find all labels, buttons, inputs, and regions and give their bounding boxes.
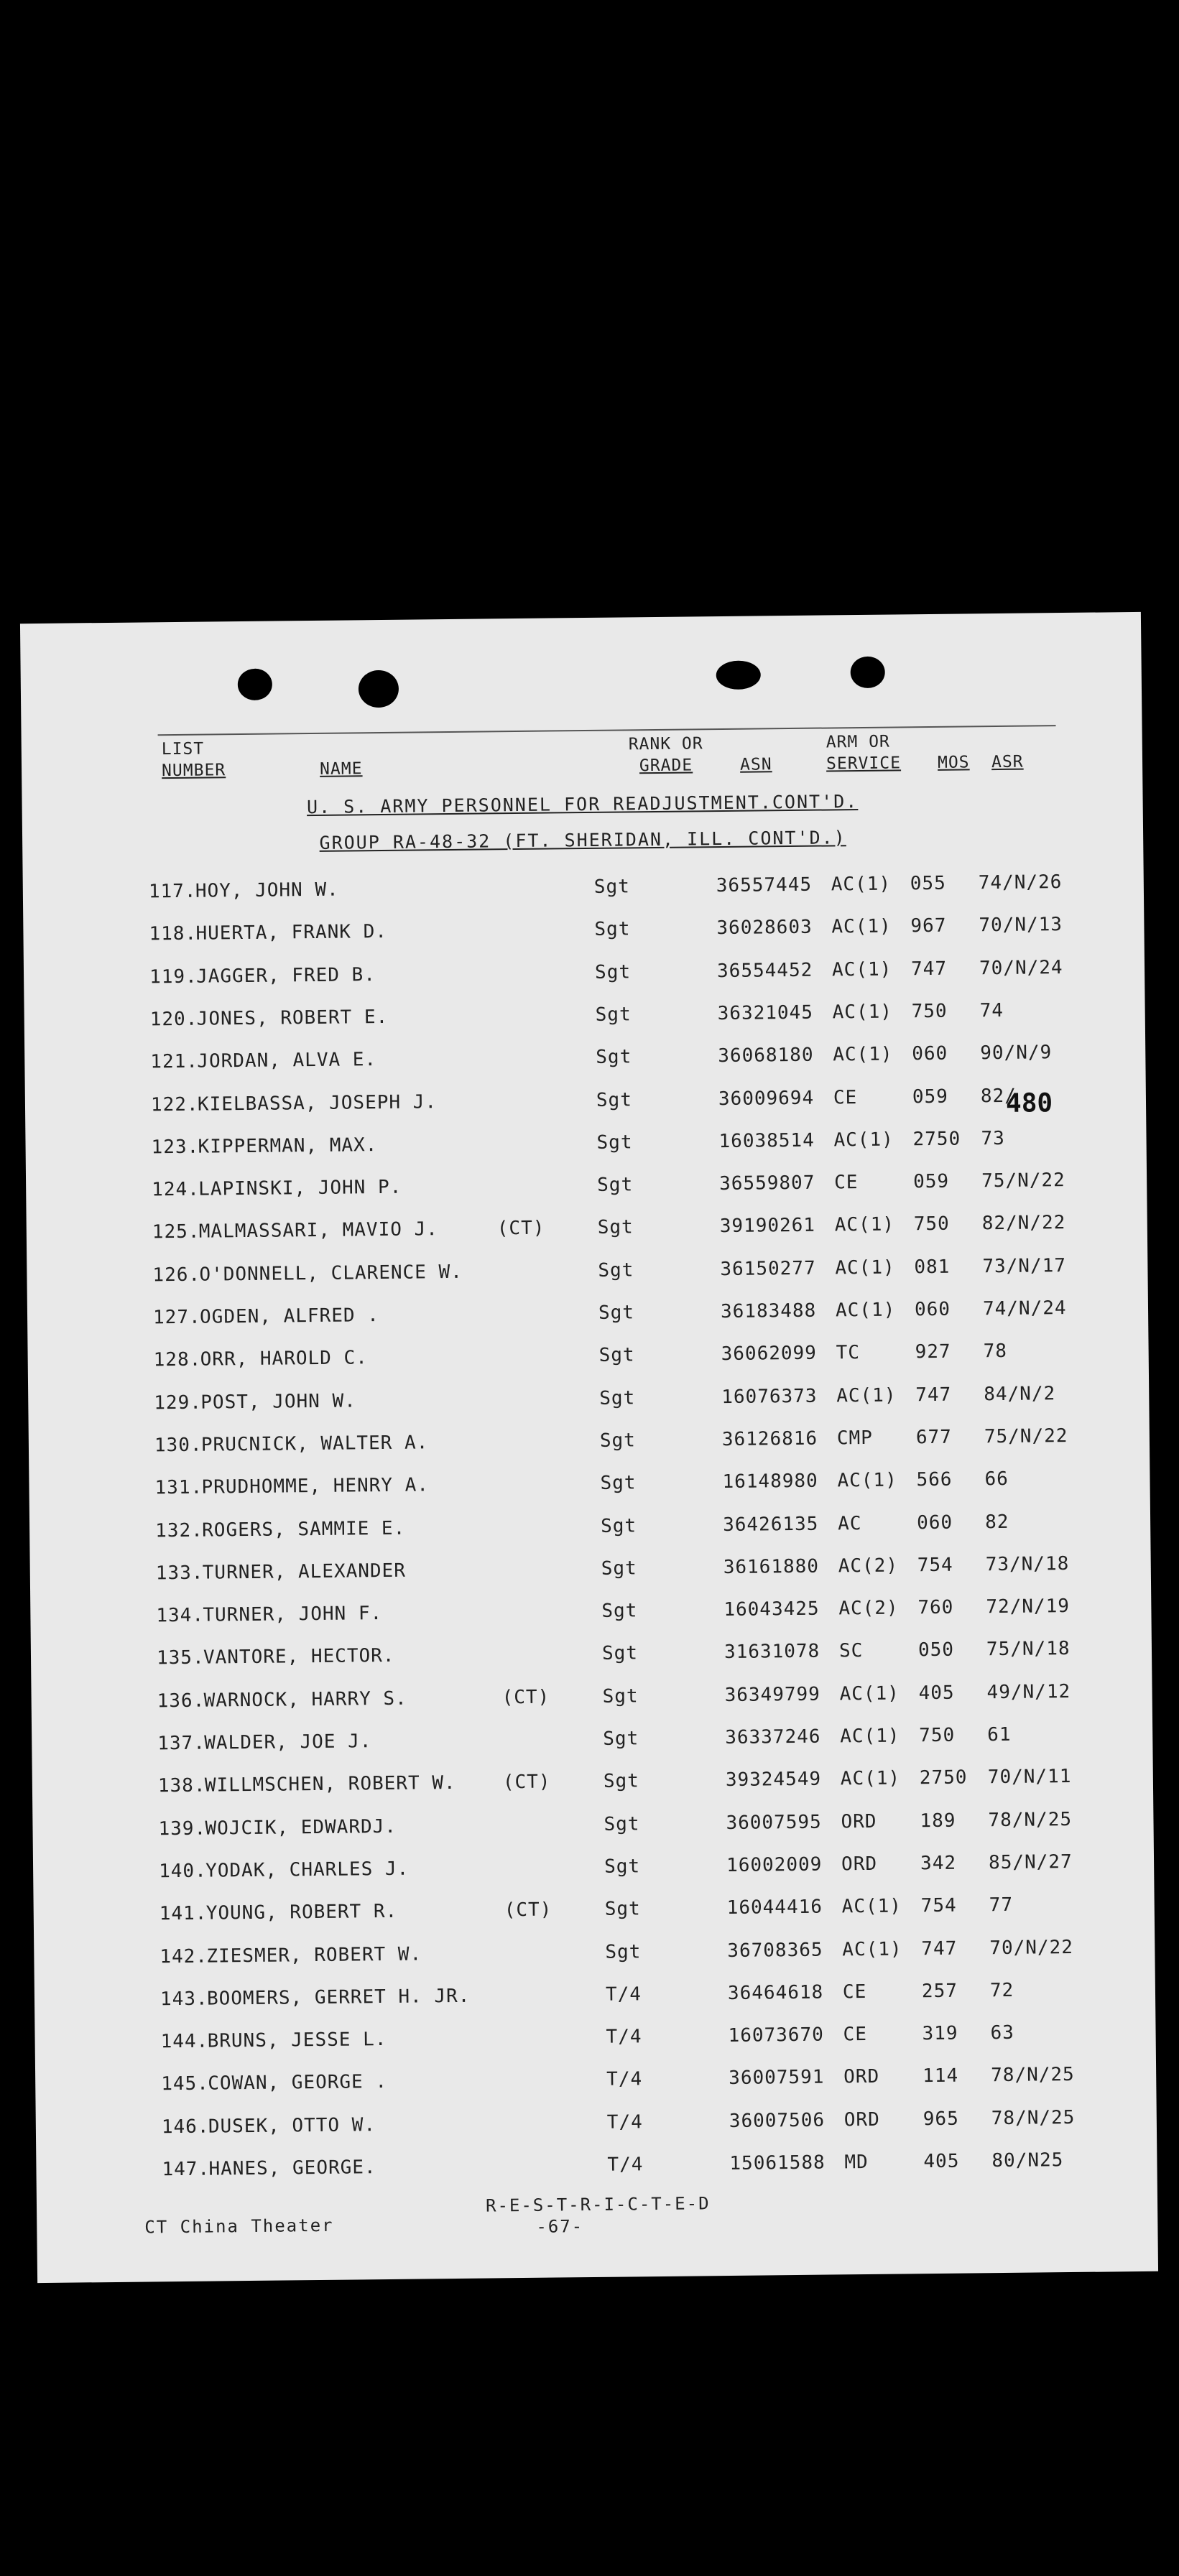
theater-mark: (CT)	[501, 1686, 550, 1708]
list-number: 146.	[161, 2116, 210, 2138]
mos-code: 060	[914, 1298, 951, 1321]
rank-grade: Sgt	[598, 1344, 635, 1367]
rank-grade: Sgt	[598, 1259, 634, 1282]
asr-score: 84/N/2	[984, 1382, 1056, 1405]
list-number: 123.	[151, 1136, 200, 1159]
person-name: WALDER, JOE J.	[204, 1731, 372, 1754]
theater-mark: (CT)	[502, 1771, 551, 1794]
arm-service: AC(1)	[837, 1469, 897, 1492]
rank-grade: Sgt	[604, 1812, 640, 1835]
rank-grade: Sgt	[601, 1557, 637, 1580]
list-number: 145.	[161, 2072, 210, 2095]
arm-service: AC(1)	[831, 873, 892, 896]
army-serial-number: 16038514	[718, 1129, 815, 1152]
list-number: 118.	[149, 922, 198, 945]
list-number: 134.	[156, 1604, 205, 1627]
arm-service: AC(1)	[835, 1299, 896, 1322]
document-title: U. S. ARMY PERSONNEL FOR READJUSTMENT.CONT'D.	[306, 791, 859, 818]
asr-score: 74/N/24	[982, 1297, 1067, 1320]
person-name: O'DONNELL, CLARENCE W.	[199, 1261, 463, 1286]
rank-grade: Sgt	[595, 1004, 632, 1026]
mos-code: 405	[923, 2150, 960, 2173]
mos-code: 050	[917, 1639, 955, 1662]
header-top-rule	[158, 725, 1056, 736]
arm-service: AC(1)	[836, 1384, 897, 1407]
asr-score: 75/N/18	[986, 1638, 1071, 1661]
header-asn: ASN	[739, 755, 772, 774]
arm-service: AC(1)	[841, 1895, 902, 1918]
asr-score: 63	[990, 2021, 1015, 2044]
mos-code: 566	[916, 1468, 953, 1491]
army-serial-number: 36062099	[721, 1342, 818, 1366]
asr-score: 80/N25	[991, 2149, 1064, 2172]
header-arm: ARM OR SERVICE	[826, 732, 902, 774]
army-serial-number: 36007591	[729, 2067, 825, 2090]
rank-grade: Sgt	[597, 1174, 634, 1196]
mos-code: 927	[915, 1341, 951, 1363]
arm-service: AC(1)	[839, 1682, 900, 1705]
army-serial-number: 16043425	[723, 1598, 820, 1621]
arm-service: CE	[842, 1980, 867, 2003]
arm-service: CE	[843, 2024, 868, 2046]
list-number: 126.	[152, 1264, 201, 1287]
arm-service: ORD	[843, 2066, 880, 2088]
rank-grade: Sgt	[600, 1472, 637, 1495]
rank-grade: Sgt	[600, 1514, 637, 1537]
army-serial-number: 36068180	[718, 1044, 814, 1067]
mos-code: 750	[911, 1000, 948, 1023]
page-stamp: 480	[1005, 1088, 1053, 1118]
arm-service: AC(1)	[833, 1129, 894, 1152]
army-serial-number: 36161880	[723, 1555, 820, 1578]
arm-service: SC	[838, 1640, 864, 1662]
punch-hole	[850, 657, 884, 689]
mos-code: 2750	[919, 1766, 968, 1789]
rank-grade: Sgt	[599, 1386, 636, 1409]
list-number: 136.	[157, 1690, 205, 1713]
list-number: 125.	[152, 1221, 200, 1243]
list-number: 120.	[149, 1008, 198, 1031]
person-name: DUSEK, OTTO W.	[208, 2113, 376, 2138]
rank-grade: Sgt	[599, 1430, 637, 1452]
asr-score: 75/N/22	[981, 1169, 1065, 1192]
person-name: PRUCNICK, WALTER A.	[200, 1432, 429, 1456]
arm-service: AC(1)	[831, 915, 892, 938]
header-name: NAME	[319, 759, 363, 779]
asr-score: 70/N/22	[989, 1936, 1074, 1959]
rank-grade: T/4	[606, 2026, 642, 2048]
page-number: -67-	[536, 2216, 584, 2237]
army-serial-number: 16073670	[728, 2024, 824, 2047]
arm-service: AC(1)	[840, 1767, 901, 1790]
mos-code: 059	[912, 1085, 949, 1108]
asr-score: 75/N/22	[984, 1424, 1068, 1448]
asr-score: 74	[979, 999, 1004, 1022]
asr-score: 72	[989, 1979, 1014, 2001]
list-number: 143.	[159, 1988, 208, 2011]
arm-service: AC(2)	[838, 1555, 899, 1577]
asr-score: 77	[989, 1894, 1014, 1917]
mos-code: 055	[910, 872, 946, 895]
mos-code: 967	[910, 915, 947, 937]
group-subtitle: GROUP RA-48-32 (FT. SHERIDAN, ILL. CONT'D.)	[319, 827, 846, 853]
asr-score: 73/N/18	[985, 1552, 1070, 1576]
arm-service: AC(2)	[838, 1597, 899, 1620]
asr-score: 74/N/26	[978, 871, 1063, 894]
list-number: 117.	[148, 880, 197, 903]
mos-code: 060	[912, 1042, 948, 1065]
asr-score: 78/N/25	[991, 2106, 1076, 2129]
mos-code: 747	[910, 958, 948, 980]
arm-service: AC(1)	[842, 1937, 902, 1960]
person-name: JORDAN, ALVA E.	[197, 1049, 377, 1072]
arm-service: ORD	[841, 1810, 877, 1833]
list-number: 138.	[157, 1774, 206, 1797]
mos-code: 059	[912, 1170, 950, 1193]
arm-service: CE	[834, 1172, 859, 1194]
person-name: BOOMERS, GERRET H. JR.	[206, 1985, 471, 2010]
list-number: 139.	[158, 1817, 207, 1840]
rank-grade: Sgt	[603, 1770, 639, 1793]
list-number: 122.	[150, 1093, 199, 1116]
mos-code: 060	[916, 1511, 953, 1534]
rank-grade: Sgt	[601, 1642, 639, 1665]
list-number: 141.	[159, 1902, 208, 1925]
person-name: TURNER, JOHN F.	[203, 1603, 383, 1626]
list-number: 140.	[158, 1860, 207, 1883]
person-name: HUERTA, FRANK D.	[195, 921, 388, 945]
asr-score: 73/N/17	[982, 1254, 1067, 1277]
mos-code: 319	[922, 2022, 958, 2045]
army-serial-number: 36426135	[722, 1513, 819, 1536]
header-mos: MOS	[937, 753, 970, 772]
asr-score: 82/	[980, 1085, 1017, 1107]
mos-code: 2750	[912, 1128, 961, 1151]
arm-service: MD	[844, 2151, 869, 2174]
rank-grade: Sgt	[598, 1302, 635, 1324]
asr-score: 78/N/25	[988, 1808, 1073, 1831]
list-number: 144.	[160, 2030, 209, 2053]
mos-code: 189	[920, 1810, 956, 1832]
army-serial-number: 36007506	[729, 2109, 826, 2132]
person-name: TURNER, ALEXANDER	[202, 1560, 407, 1584]
rank-grade: Sgt	[601, 1600, 638, 1622]
document-page	[20, 612, 1158, 2283]
person-name: HOY, JOHN W.	[195, 879, 339, 902]
person-name: YODAK, CHARLES J.	[205, 1858, 410, 1882]
arm-service: AC(1)	[835, 1256, 895, 1279]
person-name: ORR, HAROLD C.	[200, 1347, 368, 1371]
theater-mark: (CT)	[496, 1218, 545, 1240]
person-name: LAPINSKI, JOHN P.	[198, 1176, 402, 1200]
list-number: 128.	[153, 1348, 202, 1371]
punch-hole	[359, 670, 399, 708]
asr-score: 66	[984, 1468, 1009, 1491]
arm-service: CMP	[836, 1427, 874, 1450]
punch-hole	[238, 669, 272, 701]
rank-grade: T/4	[606, 2111, 643, 2133]
arm-service: AC(1)	[832, 1001, 893, 1024]
arm-service: CE	[833, 1086, 858, 1108]
rank-grade: Sgt	[596, 1046, 632, 1069]
mos-code: 405	[918, 1682, 955, 1704]
ct-legend: CT China Theater	[144, 2215, 334, 2238]
army-serial-number: 16002009	[726, 1853, 823, 1876]
person-name: YOUNG, ROBERT R.	[205, 1901, 398, 1924]
person-name: POST, JOHN W.	[200, 1389, 356, 1414]
arm-service: AC	[837, 1512, 862, 1534]
list-number: 147.	[162, 2158, 211, 2181]
rank-grade: T/4	[606, 2068, 643, 2091]
list-number: 137.	[157, 1732, 206, 1755]
mos-code: 081	[914, 1256, 951, 1278]
arm-service: AC(1)	[833, 1043, 893, 1066]
mos-code: 257	[921, 1980, 958, 2002]
rank-grade: Sgt	[603, 1728, 639, 1750]
arm-service: ORD	[843, 2108, 880, 2131]
list-number: 130.	[154, 1434, 203, 1457]
army-serial-number: 36337246	[725, 1725, 821, 1749]
army-serial-number: 16044416	[726, 1896, 823, 1919]
army-serial-number: 39324549	[725, 1768, 822, 1792]
arm-service: AC(1)	[840, 1725, 900, 1748]
army-serial-number: 36126816	[721, 1427, 818, 1450]
mos-code: 750	[913, 1213, 950, 1236]
army-serial-number: 36708365	[727, 1939, 823, 1962]
mos-code: 750	[919, 1724, 956, 1747]
rank-grade: Sgt	[604, 1855, 641, 1878]
army-serial-number: 39190261	[719, 1215, 816, 1238]
person-name: KIELBASSA, JOSEPH J.	[197, 1090, 438, 1116]
rank-grade: Sgt	[596, 1088, 633, 1111]
list-number: 131.	[154, 1476, 203, 1499]
person-name: WOJCIK, EDWARDJ.	[205, 1815, 397, 1840]
army-serial-number: 36009694	[718, 1087, 815, 1110]
arm-service: TC	[836, 1342, 861, 1364]
restricted-marking: R-E-S-T-R-I-C-T-E-D	[485, 2193, 711, 2216]
asr-score: 78	[983, 1340, 1008, 1363]
army-serial-number: 36183488	[720, 1299, 817, 1323]
asr-score: 90/N/9	[980, 1042, 1053, 1065]
person-name: WILLMSCHEN, ROBERT W.	[204, 1772, 456, 1797]
list-number: 142.	[159, 1945, 208, 1968]
asr-score: 70/N/11	[987, 1766, 1072, 1789]
rank-grade: T/4	[605, 1983, 642, 2006]
rank-grade: Sgt	[597, 1216, 634, 1239]
header-list-number: LIST NUMBER	[161, 739, 226, 781]
mos-code: 747	[915, 1384, 952, 1406]
person-name: MALMASSARI, MAVIO J.	[198, 1218, 439, 1243]
mos-code: 342	[920, 1852, 957, 1875]
mos-code: 677	[915, 1426, 953, 1449]
header-rank: RANK OR GRADE	[628, 734, 703, 776]
list-number: 121.	[150, 1050, 199, 1073]
person-name: OGDEN, ALFRED .	[199, 1305, 380, 1328]
person-name: WARNOCK, HARRY S.	[203, 1687, 407, 1712]
arm-service: AC(1)	[834, 1213, 895, 1236]
army-serial-number: 16076373	[721, 1385, 818, 1408]
army-serial-number: 36554452	[716, 959, 813, 982]
person-name: HANES, GEORGE.	[208, 2156, 376, 2180]
army-serial-number: 36349799	[724, 1683, 821, 1706]
rank-grade: Sgt	[604, 1898, 641, 1920]
asr-score: 70/N/13	[979, 914, 1063, 937]
army-serial-number: 36559807	[719, 1172, 815, 1195]
army-serial-number: 36321045	[717, 1001, 814, 1024]
asr-score: 70/N/24	[979, 956, 1063, 979]
person-name: KIPPERMAN, MAX.	[198, 1134, 378, 1158]
mos-code: 747	[921, 1937, 958, 1960]
army-serial-number: 36464618	[727, 1981, 824, 2004]
mos-code: 114	[923, 2065, 959, 2088]
mos-code: 754	[917, 1554, 953, 1577]
asr-score: 61	[987, 1723, 1012, 1746]
person-name: ROGERS, SAMMIE E.	[202, 1517, 406, 1542]
mos-code: 760	[917, 1596, 954, 1619]
rank-grade: Sgt	[594, 918, 631, 941]
rank-grade: T/4	[607, 2154, 644, 2176]
army-serial-number: 31631078	[723, 1641, 820, 1664]
rank-grade: Sgt	[605, 1940, 642, 1963]
arm-service: AC(1)	[831, 958, 892, 981]
asr-score: 82/N/22	[981, 1212, 1066, 1235]
asr-score: 78/N/25	[991, 2064, 1075, 2087]
rank-grade: Sgt	[593, 876, 630, 898]
list-number: 127.	[152, 1306, 201, 1329]
list-number: 135.	[156, 1647, 205, 1669]
army-serial-number: 36028603	[716, 917, 813, 940]
rank-grade: Sgt	[602, 1685, 639, 1708]
person-name: JONES, ROBERT E.	[196, 1006, 389, 1030]
rank-grade: Sgt	[596, 1131, 633, 1154]
asr-score: 82	[984, 1511, 1009, 1533]
asr-score: 49/N/12	[986, 1680, 1071, 1703]
army-serial-number: 36007595	[726, 1811, 822, 1834]
army-serial-number: 16148980	[722, 1470, 818, 1493]
army-serial-number: 15061588	[729, 2151, 826, 2175]
list-number: 133.	[155, 1562, 204, 1585]
mos-code: 754	[920, 1894, 957, 1917]
asr-score: 73	[981, 1127, 1005, 1150]
list-number: 129.	[154, 1391, 203, 1414]
list-number: 124.	[152, 1178, 200, 1201]
mos-code: 965	[923, 2108, 959, 2130]
army-serial-number: 36557445	[716, 874, 813, 897]
asr-score: 72/N/19	[986, 1595, 1071, 1618]
theater-mark: (CT)	[504, 1899, 552, 1922]
list-number: 132.	[155, 1519, 203, 1542]
person-name: BRUNS, JESSE L.	[207, 2029, 387, 2052]
header-asr: ASR	[991, 752, 1024, 772]
person-name: PRUDHOMME, HENRY A.	[201, 1474, 430, 1498]
arm-service: ORD	[841, 1853, 878, 1876]
asr-score: 85/N/27	[988, 1850, 1073, 1874]
list-number: 119.	[149, 965, 198, 988]
rank-grade: Sgt	[594, 960, 632, 983]
army-serial-number: 36150277	[720, 1257, 816, 1280]
person-name: JAGGER, FRED B.	[195, 963, 376, 988]
person-name: COWAN, GEORGE .	[208, 2071, 388, 2095]
punch-hole	[716, 660, 761, 690]
person-name: ZIESMER, ROBERT W.	[206, 1942, 422, 1968]
person-name: VANTORE, HECTOR.	[203, 1645, 395, 1669]
